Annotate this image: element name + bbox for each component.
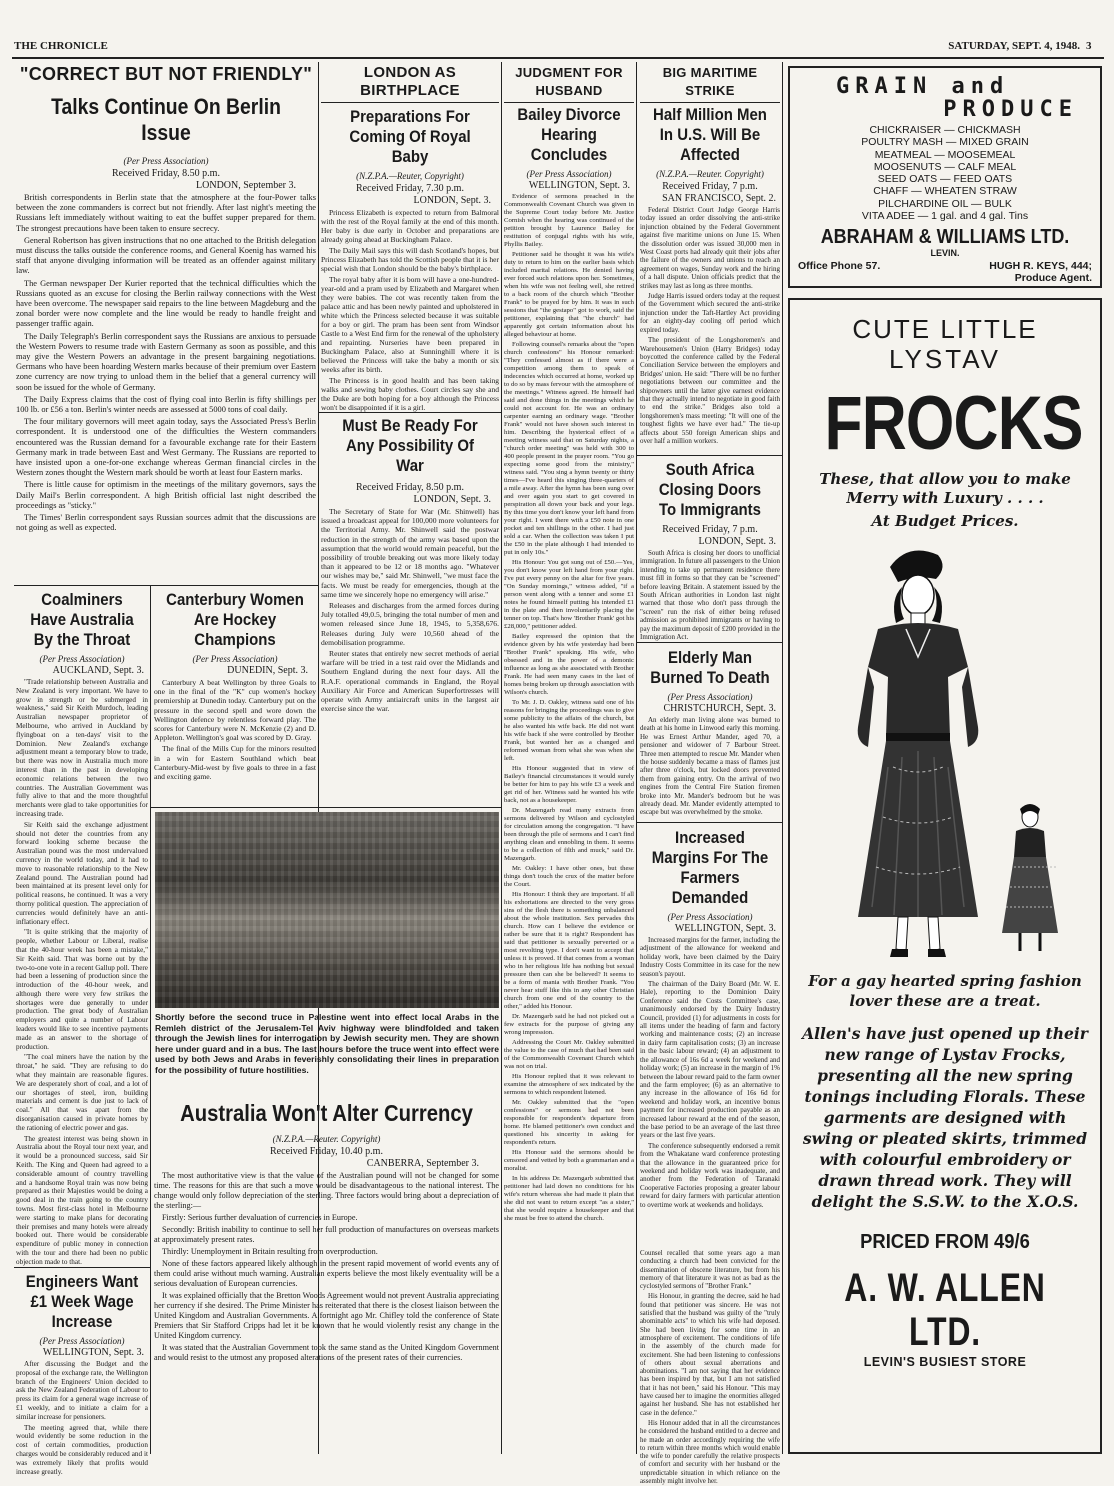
war-received: Received Friday, 8.50 p.m. xyxy=(356,482,464,493)
south-africa-received: Received Friday, 7 p.m. xyxy=(662,524,758,535)
currency-paragraph: None of these factors appeared likely although in the present rapid movement of world events any of them could arise without much warning. Australian experts believe the most likely eventuality will be a serious devaluation of European currencies. xyxy=(154,1259,499,1288)
berlin-story xyxy=(16,62,316,582)
grain-title: GRAIN and xyxy=(836,74,1010,99)
farmers-paragraph: The chairman of the Dairy Board (Mr. W. E. Hale), reporting to the Dominion Dairy Conference said the Costs Committee's case, unanimously endorsed by the Dairy Industry Council, provided (1) for adjustments in costs for all items under the heading of farm and factory working and maintenance costs; (2) an increase in dairy farm capitalisation costs; (3) an increase in the basic labour reward; (4) an adjustment to the allowance of 16s 6d a week for weekend and holiday work; (5) an increase in the margin of 1% between the labour reward paid to the farm owner and the farm employee; (6) as an alternative to any increase in the allowance of 16s 6d for weekend and holiday work, an incentive bonus payment for increased production payable as an increased labour reward at the end of the season, the base period to be an average of the last three years or the last five years. xyxy=(640,980,780,1140)
berlin-received: Received Friday, 8.50 p.m. xyxy=(112,168,220,179)
royal-baby-paragraph: The Princess is in good health and has been taking walks and sewing baby clothes. Court circles say she and the Duke are both hoping for a boy although the Princess won't be disappointed if it is a girl. xyxy=(321,376,499,412)
coalminers-paragraph: "The coal miners have the nation by the throat," he said. "They are refusing to do what they maintain are reasonable figures. We are desperately short of coal, and a lot of our shortages of steel, iron, building materials and cement is due just to lack of coal." All that was apart from the disorganisation caused in private homes by the rationing of electric power and gas. xyxy=(16,1053,148,1132)
frocks-body: Allen's have just opened up their new range of Lystav Frocks, presenting all the new spring tonings including Florals. These garments are designed with swing or pleated skirts, trimmed with colourful embroidery or drawn thread work. They will delight the S.S.W. to the X.O.S. xyxy=(802,1024,1088,1211)
maritime-received: Received Friday, 7 p.m. xyxy=(662,181,758,192)
royal-baby-paragraph: The Daily Mail says this will dash Scotland's hopes, but Princess Elizabeth has told the Scottish people that it is her special wish that London should be the baby's birthplace. xyxy=(321,246,499,273)
grain-product-line: POULTRY MASH — MIXED GRAIN xyxy=(861,136,1029,149)
bailey-story xyxy=(504,64,634,1454)
currency-paragraph: Secondly: British inability to continue to sell her full production of manufactures on overseas markets at approximately present rates. xyxy=(154,1225,499,1244)
farmers-headline: Increased Margins For The Farmers Demanded xyxy=(651,828,769,907)
maritime-headline: Half Million Men In U.S. Will Be Affected xyxy=(653,105,767,164)
bailey-paragraph: His Honour: You got sung out of £50.—Yes, you don't know your left hand from your right. I've put every penny on the altar for five years. "On Sunday mornings," witness added, "if a person went along with a tenner and some £1 notes he found himself putting his intended £1 in the plate and then involuntarily placing the tenner on top. That's how 'Brother Frank' got his £28,000," petitioner added. xyxy=(504,559,634,630)
berlin-paragraph: The Times' Berlin correspondent says Russian sources admit that the discussions are not going as well as expected. xyxy=(16,513,316,533)
engineers-paragraph: The meeting agreed that, while there would evidently be some reduction in the cost of certain commodities, production charges would be considerably reduced and it was extremely likely that profits would increase greatly. xyxy=(16,1423,148,1476)
grain-product-line: PILCHARDINE OIL — BULK xyxy=(878,197,1012,210)
war-paragraph: Reuter states that entirely new secret methods of aerial warfare will be tried in a test raid over the Midlands and Southern England during the next four days. All the R.A.F. operational commands in England, the Royal Auxiliary Air Force and American Superfortresses will operate with Army antiaircraft units in the largest air exercise since the war. xyxy=(321,649,499,714)
war-story xyxy=(321,416,499,804)
grain-product-line: MEATMEAL — MOOSEMEAL xyxy=(874,148,1016,161)
coalminers-source: (Per Press Association) xyxy=(39,654,125,664)
berlin-source: (Per Press Association) xyxy=(123,156,209,166)
bailey-paragraph: His Honour replied that it was relevant to examine the atmosphere of sex indicated by the sermons to which respondent listened. xyxy=(504,1073,634,1096)
engineers-story xyxy=(16,1272,148,1476)
maritime-dateline: SAN FRANCISCO, Sept. 2. xyxy=(662,193,776,204)
issue-date: SATURDAY, SEPT. 4, 1948. xyxy=(948,40,1080,52)
bailey-source: (Per Press Association) xyxy=(526,169,612,179)
produce-title: PRODUCE xyxy=(943,97,1078,122)
fashion-illustration xyxy=(798,537,1094,967)
bailey-paragraph: His Honour, in granting the decree, said he had found that petitioner was sincere. He was not satisfied that the husband was guilty of the "truly abominable acts" to which his wife had deposed. She had been living for some time in an atmosphere of excitement. The conditions of life in the assembly of the church made for excitement. She had been listening to confessions of others about sexual aberrations and abominations. "I am not saying that her evidence has been inspired by that, but I am not satisfied that it has not been," said his Honour. "This may have caused her to imagine the enormities alleged against her husband. She has not established her case in the defence." xyxy=(640,1293,780,1417)
coalminers-paragraph: "Trade relationship between Australia and New Zealand is very important. We have to grow in strength or be submerged in weakness," said Sir Keith Murdoch, leading Australian newspaper proprietor of Melbourne, who arrived in Auckland by flyingboat on a ten-days' visit to the Dominion. New Zealand's exchange adjustment meant a temporary blow to trade, but there was now in Australia much more interest than in the past in developing economic relations between the two countries. The Australian Government was fully alive to that and the more thoughtful merchants were glad to take opportunities for increasing trade. xyxy=(16,678,148,818)
engineers-dateline: WELLINGTON, Sept. 3. xyxy=(42,1347,144,1358)
farmers-paragraph: The conference subsequently endorsed a remit from the Whakatane ward conference protesting that the allowance in the guaranteed price for weekend and holiday work was inadequate, and another from the Federation of Taranaki Cooperative Factories proposing a greater labour reward for dairy farmers with particular attention to overtime work at weekends and holidays. xyxy=(640,1141,780,1209)
currency-received: Received Friday, 10.40 p.m. xyxy=(270,1146,383,1157)
elderly-story xyxy=(640,648,780,820)
south-africa-story xyxy=(640,460,780,640)
frocks-tagline: These, that allow you to make xyxy=(819,470,1071,488)
war-dateline: LONDON, Sept. 3. xyxy=(413,494,491,505)
grain-product-line: CHICKRAISER — CHICKMASH xyxy=(869,124,1021,136)
bailey-paragraph: To Mr. J. D. Oakley, witness said one of his reasons for bringing the proceedings was to give some publicity to the affairs of the church, but he also wanted his wife back. He did not want his wife back if she were controlled by Brother Frank, but wanted her as a changed and reformed woman from what she was when she left. xyxy=(504,699,634,762)
canterbury-source: (Per Press Association) xyxy=(192,654,278,664)
war-headline: Must Be Ready For Any Possibility Of War xyxy=(342,416,478,475)
canterbury-paragraph: The final of the Mills Cup for the minors resulted in a win for Eastern Southland which beat Canterbury-Mid-west by five goals to three in a fast and exciting game. xyxy=(154,744,316,782)
currency-dateline: CANBERRA, September 3. xyxy=(366,1158,479,1169)
grain-produce-ad xyxy=(788,66,1102,288)
currency-paragraph: Firstly: Serious further devaluation of currencies in Europe. xyxy=(162,1213,358,1222)
bailey-paragraph: Following counsel's remarks about the "open church confessions" his Honour remarked: "They confessed almost as if there were a competition among them to speak of indecencies which occurred at home, worked up to do so by mass fervour with the atmosphere of the meetings." Witness agreed. He himself had said and done things in the meetings which he could not account for. He was an ordinary carpenter earning an ordinary wage. "Brother Frank" would not have shown such interest in him. Describing the hysterical effect of a meeting witness said that on Saturday nights, a "church order meeting" was held with 300 to 400 people present in the prayer room. "You go expecting some good from the ministry," witness said. "You sing a hymn twenty or thirty times—I've heard this singing three-quarters of a mile away. After the hymn has been sung over and over again you start to get covered in perspiration all down your back and your legs. By this time you don't know your left hand from your right. I went there with a £50 note in one pocket and ten shillings in the other. I had just sold a car. When the collection was taken I put the £50 in the plate although I had intended to put in only 10s." xyxy=(504,341,634,556)
bailey-paragraph: His Honour suggested that in view of Bailey's financial circumstances it would surely be better for him to pay his wife £3 a week and get rid of her. Witness said he wanted his wife back, not as a housekeeper. xyxy=(504,765,634,804)
berlin-paragraph: General Robertson has given instructions that no one attached to the British delegation must discuss the talks outside the conference rooms, and General Koenig has warned his staff that anyone divulging information will be treated as an offender against military law. xyxy=(16,235,316,276)
elderly-headline: Elderly Man Burned To Death xyxy=(650,648,770,687)
bailey-paragraph: Dr. Mazengarb read many extracts from sermons delivered by Wilson and cyclostyled for circulation among the congregation. "I have been through the pile of sermons and I can't find anything clean and ennobling in them. It seems to be a collection of filth and muck," said Dr. Mazengarb. xyxy=(504,807,634,862)
bailey-paragraph: Bailey expressed the opinion that the evidence given by his wife yesterday had been "Brother Frank" speaking. His wife, who obsessed and in the power of a demonic influence as long as she associated with Brother Frank. He had seen many cases in the last of homes being broken up through association with Wilson's church. xyxy=(504,633,635,696)
frocks-tagline: At Budget Prices. xyxy=(871,512,1019,530)
bailey-paragraph: Petitioner said he thought it was his wife's duty to return to him on the earlier basis which included marital relations. He denied having ever forced such relations upon her. Sometimes, when his wife was not feeling well, she retired to a back room of the church which "Brother Frank" to be prayed for by him. It was in such sessions that "the gestapo" got to work, said the petitioner, explaining that "the church" had apparently got certain information about his alleged behaviour at home. xyxy=(504,251,634,338)
frocks-brand: LYSTAV xyxy=(889,344,1001,374)
royal-baby-paragraph: Princess Elizabeth is expected to return from Balmoral with the rest of the Royal family at the end of this month. Her baby is due early in October and preparations are already going ahead at Buckingham Palace. xyxy=(321,208,499,244)
royal-baby-paragraph: The royal baby after it is born will have a one-hundred-year-old and a pram used by Elizabeth and Margaret when they were babies. The cot was recently taken from the palace attic and has been newly painted and upholstered in white which the Princess selected because it was suitable for a boy or girl. The pram has been sent from Windsor Castle to a West End firm for the renewal of the upholstery and repainting. Nurseries have been prepared in Buckingham Palace, also at Sunninghill where it is believed the Princess will take the baby a month or six weeks after its birth. xyxy=(321,275,499,374)
berlin-kicker: "CORRECT BUT NOT FRIENDLY" xyxy=(19,64,313,84)
currency-story xyxy=(154,1100,499,1454)
frocks-price: PRICED FROM 49/6 xyxy=(860,1231,1030,1253)
coalminers-dateline: AUCKLAND, Sept. 3. xyxy=(52,665,144,676)
photo-caption: Shortly before the second truce in Palestine went into effect local Arabs in the Remleh district of the Jerusalem-Tel Aviv highway were blindfolded and taken through the Jewish lines for interrogation by Jewish security men. They are shown here under guard and in a bus. The last hours before the truce went into effect were used by both Jews and Arabs in feverishly consolidating their lines in preparation for the possibility of future hostilities. xyxy=(155,1012,499,1075)
maritime-story xyxy=(640,64,780,452)
engineers-paragraph: After discussing the Budget and the proposal of the exchange rate, the Wellington branch of the Engineers' Union decided to ask the New Zealand Federation of Labour to press its claim for a general wage increase of £1 weekly, and to initiate a claim for a similar increase for pensioners. xyxy=(16,1360,148,1421)
bailey-kicker: JUDGMENT FOR HUSBAND xyxy=(515,65,623,98)
royal-baby-story xyxy=(321,64,499,412)
bailey-dateline: WELLINGTON, Sept. 3. xyxy=(528,180,630,191)
canterbury-dateline: DUNEDIN, Sept. 3. xyxy=(227,665,308,676)
palestine-photo xyxy=(155,812,499,1008)
bailey-paragraph: His Honour said the sermons should be censored and vetted by both a grammarian and a moralist. xyxy=(504,1149,634,1172)
coalminers-story xyxy=(16,590,148,1264)
bailey-continued xyxy=(640,1248,780,1486)
elderly-source: (Per Press Association) xyxy=(667,692,753,702)
frocks-big-title: FROCKS xyxy=(824,381,1083,466)
grain-company: ABRAHAM & WILLIAMS LTD. xyxy=(820,226,1070,249)
bailey-paragraph: Counsel recalled that some years ago a man conducting a church had been convicted for the dissemination of obscene literature, but from his memory of that literature it was not as bad as the cyclostyled sermons of "Brother Frank." xyxy=(640,1250,780,1291)
berlin-headline: Talks Continue On Berlin Issue xyxy=(51,94,281,145)
frocks-ad xyxy=(788,298,1102,1454)
bailey-paragraph: Mr. Oakley submitted that the "open confessions" or sermons had not been responsible for respondent's departure from home. He blamed petitioner's own conduct and questioned his sincerity in asking for respondent's return. xyxy=(504,1099,634,1146)
small-model-figure xyxy=(1002,804,1058,951)
currency-headline: Australia Won't Alter Currency xyxy=(180,1100,473,1126)
canterbury-headline: Canterbury Women Are Hockey Champions xyxy=(166,590,304,649)
maritime-paragraph: Federal District Court Judge George Harris today issued an order dissolving the anti-strike injunction obtained by the Federal Government against five maritime unions on June 15. When the dissolution order was issued 30,000 men in West Coast ports had already quit their jobs after the failure of the owners and unions to reach an agreement on wages, Sunday work and the hiring of a hall dispute. Union officials predict that the strikes may last as long as three months. xyxy=(640,206,780,290)
canterbury-paragraph: Canterbury A beat Wellington by three Goals to one in the final of the "K" cup women's hockey premiership at Dunedin today. Canterbury put on the pressure in the second spell and wore down the Wellington defence by relentless forward play. The scores for Canterbury were N. McKenzie (2) and D. Appleton. Wellington's goal was scored by D. Gray. xyxy=(154,678,316,743)
south-africa-dateline: LONDON, Sept. 3. xyxy=(698,536,776,547)
royal-baby-source: (N.Z.P.A.—Reuter, Copyright) xyxy=(356,171,464,181)
maritime-kicker: BIG MARITIME STRIKE xyxy=(662,65,758,98)
engineers-headline: Engineers Want £1 Week Wage Increase xyxy=(25,1272,139,1331)
royal-baby-headline: Preparations For Coming Of Royal Baby xyxy=(349,107,471,166)
grain-agent-title: Produce Agent. xyxy=(1014,272,1092,285)
berlin-paragraph: British correspondents in Berlin state that the atmosphere at the four-Power talks between the zone commanders is correct but not friendly. After last night's meeting the Russians left immediately without waiting to eat the buffet supper prepared for them. The strongest precautions have been taken to ensure secrecy. xyxy=(16,193,316,233)
bailey-headline: Bailey Divorce Hearing Concludes xyxy=(517,105,621,164)
war-paragraph: Releases and discharges from the armed forces during July totalled 49,0.5, bringing the total number of men and women released since June 18, 1945, to 5,358,676. Releases during July were 10,560 ahead of the demobilisation programme. xyxy=(321,601,499,647)
currency-paragraph: It was explained officially that the Bretton Woods Agreement would not prevent Australia appreciating her currency if she desired. The Prime Minister has reiterated that there is the closest liaison between the United Kingdom and Australian Governments. A fortnight ago Mr. Chifley told the conference of State Premiers that Sir Stafford Cripps had let it be known that he would violently resist any change in the United Kingdom currency. xyxy=(154,1291,499,1340)
currency-paragraph: The most authoritative view is that the value of the Australian pound will not be changed for some time. The reasons for this are that such a move would be disadvantageous to the national interest. The change would only follow depreciation of the sterling. Three factors would bring about a depreciation of the sterling:— xyxy=(154,1171,499,1210)
grain-town: LEVIN. xyxy=(930,248,960,259)
frocks-store-slogan: LEVIN'S BUSIEST STORE xyxy=(863,1355,1027,1369)
war-paragraph: The Secretary of State for War (Mr. Shinwell) has issued a broadcast appeal for 100,000 more volunteers for the Territorial Army. Mr. Shinwell said the postwar reduction in the strength of the army was based upon the assumption that the world would remain peaceful, but the possibility of trouble breaking out was more likely today than it appeared to be 12 or 18 months ago. "Whatever our wishes may be," said Mr. Shinwell, "we must face the facts. We must be ready for emergencies, though at the same time we sincerely hope no emergency will arise." xyxy=(321,507,499,599)
berlin-paragraph: The Daily Express claims that the cost of flying coal into Berlin is fifty shillings per 100 lb. or £56 a ton. Berlin's winter needs are assessed at 5000 tons of coal daily. xyxy=(16,394,316,415)
currency-paragraph: It was stated that the Australian Government took the same stand as the United Kingdom Government and would resist to the utmost any proposed alterations of the present rates of their currencies. xyxy=(154,1343,499,1362)
frocks-tagline: Merry with Luxury . . . . xyxy=(846,489,1044,507)
bailey-paragraph: Addressing the Court Mr. Oakley submitted the value to the case of much that had been said of the Commonwealth Covenant Church which was not on trial. xyxy=(504,1039,634,1070)
south-africa-headline: South Africa Closing Doors To Immigrants xyxy=(658,460,762,519)
grain-agent: HUGH R. KEYS, 444; xyxy=(989,260,1092,273)
berlin-paragraph: The German newspaper Der Kurier reported that the technical difficulties which the Russians quoted as an excuse for closing the Berlin railway connections with the West have been overcome. The newspaper said repairs to the line between Magdeburg and the zonal border were now complete and the line would be ready to handle freight and passenger traffic again. xyxy=(16,278,316,329)
bailey-paragraph: His Honour added that in all the circumstances he considered the husband entitled to a decree and he made an order accordingly requiring the wife to return within three months which would enable the wife to ponder carefully the relative prospects of comfort and security with her husband or the unpredictable situation in which reliance on the assembly might involve her. xyxy=(640,1419,780,1486)
berlin-paragraph: There is little cause for optimism in the meetings of the military governors, says the Daily Mail's Berlin correspondent. A high British official last night described the proceedings as "sticky." xyxy=(16,480,316,510)
royal-baby-dateline: LONDON, Sept. 3. xyxy=(413,195,491,206)
berlin-paragraph: The Daily Telegraph's Berlin correspondent says the Russians are anxious to persuade the Western Powers to resume trade with Eastern Germany as soon as possible, and this may give the Western Powers an advantage in the present bargaining negotiations. Germans who have been hoarding Western marks because of their premium over Eastern zone currency are now trying to unload them in the belief that a general currency will soon be issued for the whole of Germany. xyxy=(16,331,316,392)
royal-baby-received: Received Friday, 7.30 p.m. xyxy=(356,183,464,194)
berlin-dateline: LONDON, September 3. xyxy=(196,180,296,191)
grain-office-phone: Office Phone 57. xyxy=(798,260,881,273)
currency-paragraph: Thirdly: Unemployment in Britain resulting from overproduction. xyxy=(162,1247,378,1256)
elderly-paragraph: An elderly man living alone was burned to death at his home in Linwood early this morning. He was Ernest Arthur Mander, aged 70, a pensioner and widower of 7 Barbour Street. Three men attempted to rescue Mr. Mander when the house suddenly became a mass of flames just after three o'clock, but locked doors prevented them from gaining entry. On the arrival of two engines from the Central Fire Station firemen broke into Mr. Mander's bedroom but he was already dead. Mr. Mander evidently attempted to escape but was overwhelmed by the smoke. xyxy=(640,716,780,817)
model-figure xyxy=(858,551,979,957)
farmers-dateline: WELLINGTON, Sept. 3. xyxy=(674,923,776,934)
engineers-source: (Per Press Association) xyxy=(39,1336,125,1346)
grain-product-line: VITA ADEE — 1 gal. and 4 gal. Tins xyxy=(861,210,1029,223)
maritime-source: (N.Z.P.A.—Reuter. Copyright) xyxy=(656,169,764,179)
grain-product-line: CHAFF — WHEATEN STRAW xyxy=(873,185,1017,198)
farmers-story xyxy=(640,828,780,1244)
coalminers-headline: Coalminers Have Australia By the Throat xyxy=(30,590,134,649)
maritime-paragraph: Judge Harris issued orders today at the request of the Government which secured the anti-strike injunction under the Taft-Hartley Act providing for an eighty-day cooling off period which expired today. xyxy=(640,292,780,334)
paper-name: THE CHRONICLE xyxy=(14,40,108,52)
bailey-paragraph: His Honour: I think they are important. If all his exhortations are directed to the very gross sins of the flesh there is something unbalanced about the whole institution. Sex pervades this church. How can I believe the evidence or rather be sure that it is right? Respondent has said that petitioner is sexually perverted or a most revolting type. I don't want to accept that unless it is proved. If that comes from a woman who in her religious life has nothing but sexual pressure then can she be believed? It seems to be a form of mania with Brother Frank. "You never hear stuff like this in any other Christian church from one end of the country to the other," added his Honour. xyxy=(504,891,634,1010)
maritime-paragraph: The president of the Longshoremen's and Warehousemen's Union (Harry Bridges) today boycotted the conference called by the Federal Conciliation Service between the employers and Bridges' union. He said: "There will be no further negotiations between our committee and the shipowners until the latter give earnest evidence that they actually intend to negotiate in good faith to end the strike." Bridges also told a longshoremen's mass meeting: "It will one of the toughest fights we have ever had." The tie-up affects about 550 foreign American ships and over half a million workers. xyxy=(640,336,780,445)
bailey-paragraph: Dr. Mazengarb said he had not picked out a few extracts for the purpose of giving any wrong impression. xyxy=(504,1013,634,1036)
bailey-paragraph: In his address Dr. Mazengarb submitted that petitioner had laid down no conditions for his wife's return whereas she had made it plain that she did not want to return except "as a sister," that she would require a housekeeper and that she must be free to attend the church. xyxy=(504,1175,634,1222)
bailey-paragraph: Mr. Oakley: I have other ones, but these things don't touch the crux of the matter before the Court. xyxy=(504,865,634,888)
coalminers-paragraph: "It is quite striking that the majority of people, whether Labour or Liberal, realise that the 40-hour week has been a mistake," Sir Keith said. That was borne out by the two-to-one vote in a recent Gallup poll. There had been a lessening of production since the introduction of the 40-hour week, and although there were very few strikes the shortages were due generally to under production. The great body of Australian employers and quite a number of Labour leaders would like to see incentive payments made as an answer to the shortage of production. xyxy=(16,928,148,1051)
grain-product-line: SEED OATS — FEED OATS xyxy=(877,173,1013,186)
frocks-top-line: CUTE LITTLE xyxy=(852,314,1038,344)
elderly-dateline: CHRISTCHURCH, Sept. 3. xyxy=(663,703,776,714)
south-africa-paragraph: South Africa is closing her doors to unofficial immigration. In future all passengers to the Union intending to take up permanent residence there must fill in forms so that they can be "screened" before leaving Britain. A statement issued by the South African authorities in London last night warned that those who don't pass through the "screen" run the risk of either being refused admission as prohibited immigrants or having to pay the maximum deposit of £200 provided in the Immigration Act. xyxy=(640,549,780,642)
canterbury-story xyxy=(154,590,316,802)
frocks-mid-tagline: For a gay hearted spring fashion lover these are a treat. xyxy=(808,972,1082,1010)
bailey-paragraph: Evidence of sermons preached in the Commonwealth Covenant Church was given in the Supreme Court today before Mr. Justice Cornish when the hearing was continued of the petition brought by Laurence Bailey for restitution of conjugal rights with his wife, Phyllis Bailey. xyxy=(504,193,634,248)
frocks-store-name: A. W. ALLEN LTD. xyxy=(844,1266,1046,1354)
farmers-paragraph: Increased margins for the farmer, including the adjustment of the allowance for weekend and holiday work, have been claimed by the Dairy Industry Costs Committee in its case for the new season's payout. xyxy=(640,936,780,978)
grain-product-line: MOOSENUTS — CALF MEAL xyxy=(873,160,1017,173)
royal-baby-kicker: LONDON AS BIRTHPLACE xyxy=(360,64,460,99)
berlin-paragraph: The four military governors will meet again today, says the Associated Press's Berlin correspondent. It is understood one of the difficulties the Western commanders encountered was the Russian demand for a favourable exchange rate for their Eastern Germany mark in trade between East and West Germany. The Russians are reported to have insisted upon a one-for-one exchange whereas German financial circles in the Western zones thought the Western mark should be worth at least four Eastern marks. xyxy=(16,417,316,478)
currency-source: (N.Z.P.A.—Reuter. Copyright) xyxy=(272,1134,381,1144)
coalminers-paragraph: Sir Keith said the exchange adjustment should not deter the countries from any forward looking scheme because the Australian pound was the most undervalued currency in the world today, and it had to move to reasonable relationship to the New Zealand pound. The Australian pound had been maintained at its present level only for political reasons, he continued. It was a very thorny political question. The appreciation of currencies would definitely have an anti-inflationary effect. xyxy=(16,820,148,926)
coalminers-paragraph: The greatest interest was being shown in Australia about the Royal tour next year, and it would be a pronounced success, said Sir Keith. The King and Queen had agreed to a considerable amount of country travelling and a handsome Royal train was now being prepared as their Majesties would be doing a good deal in the train going to the country towns. Most first-class hotel in Melbourne were starting to make plans for decorating their premises and many hotels were already booked out. There would be considerable expenditure of public money in connection with the tour and there had been no public objection made to that. xyxy=(16,1134,148,1266)
page-number: 3 xyxy=(1086,40,1092,52)
farmers-source: (Per Press Association) xyxy=(667,912,753,922)
grain-product-list xyxy=(798,124,1092,222)
